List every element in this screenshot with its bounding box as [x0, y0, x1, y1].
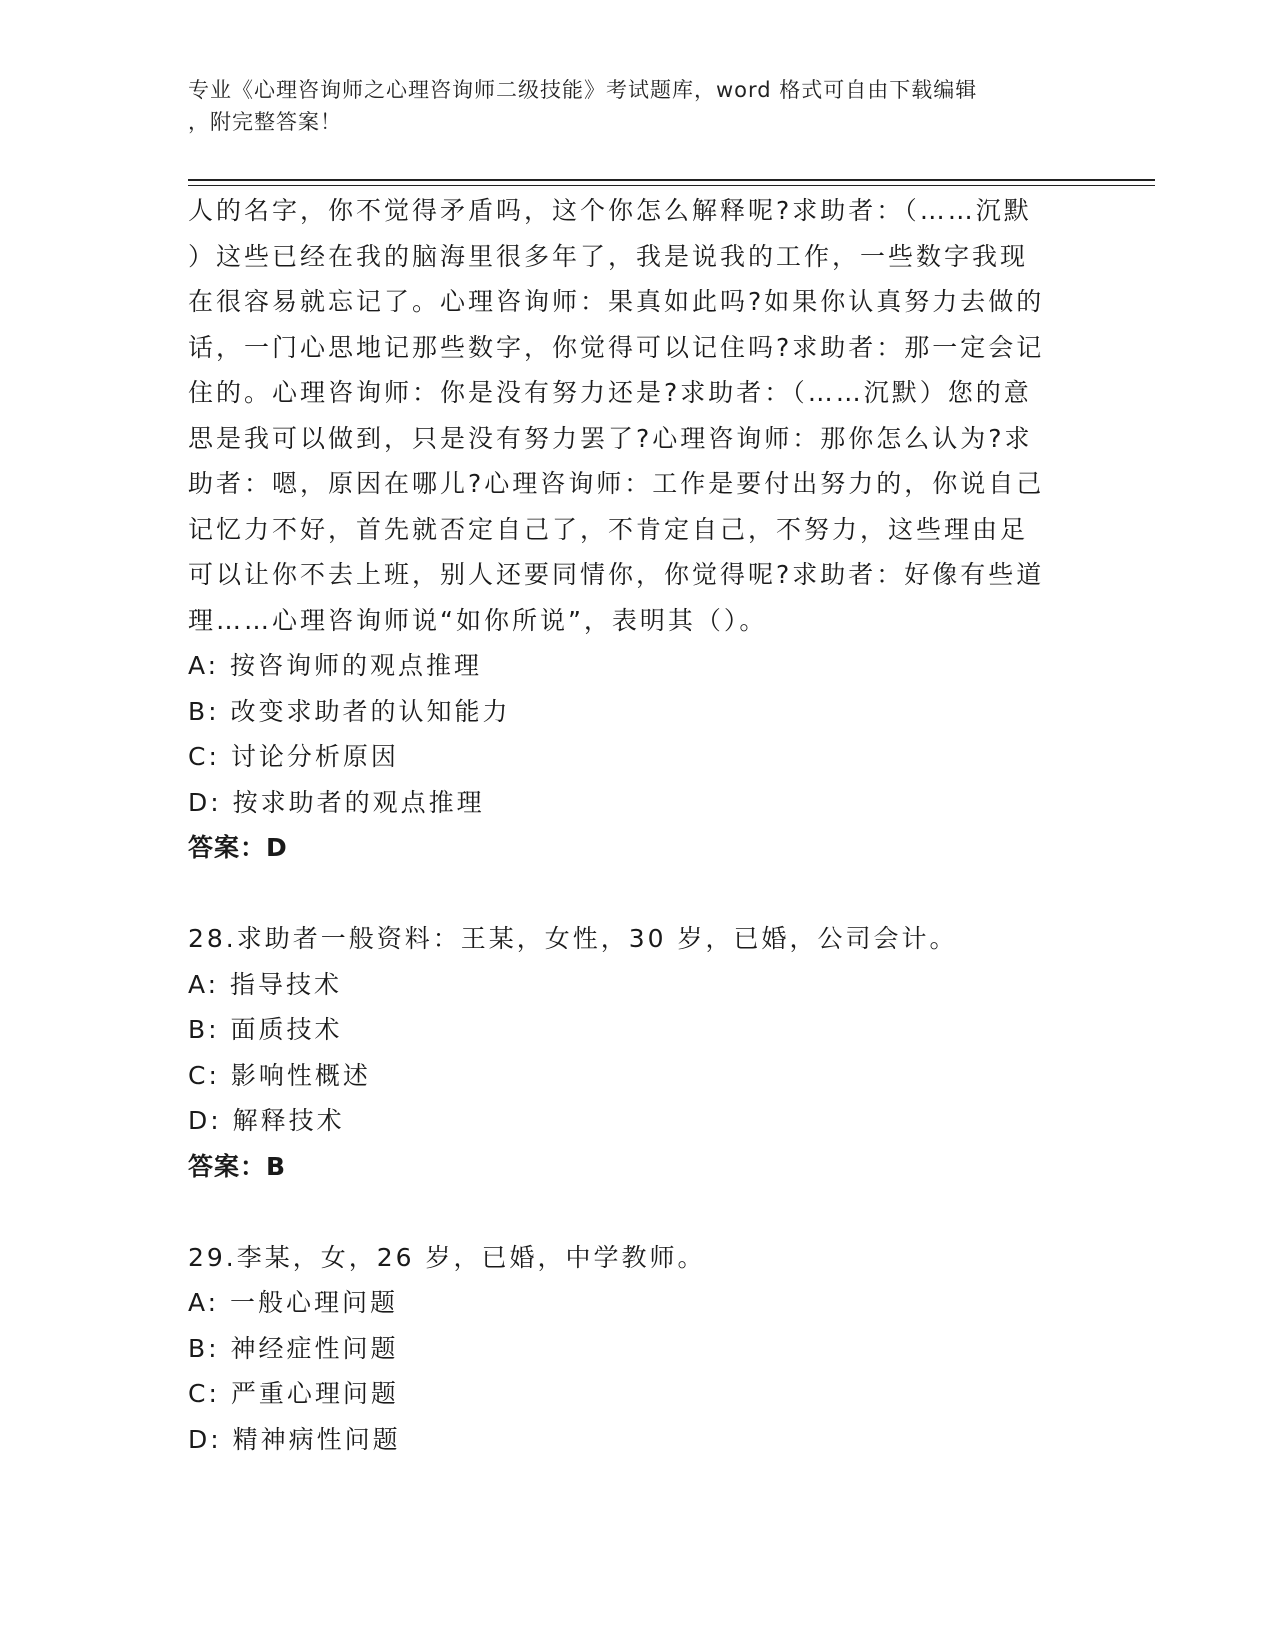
- question-27-option-a: A: 按咨询师的观点推理: [188, 651, 483, 680]
- question-28-stem: 28.求助者一般资料：王某，女性，30 岁，已婚，公司会计。: [188, 924, 958, 953]
- spacer: [188, 871, 1088, 917]
- header-rule-thick: [188, 179, 1155, 181]
- question-28-option-d: D: 解释技术: [188, 1106, 345, 1135]
- question-29-stem: 29.李某，女，26 岁，已婚，中学教师。: [188, 1242, 706, 1272]
- header-line-2: ，附完整答案！: [188, 110, 342, 134]
- question-27-stem-line: 助者：嗯，原因在哪儿?心理咨询师：工作是要付出努力的，你说自己: [188, 469, 1045, 498]
- question-29: [188, 1235, 1088, 1463]
- question-27-stem-line: 住的。心理咨询师：你是没有努力还是?求助者：（……沉默）您的意: [188, 378, 1032, 407]
- question-27-stem-line: 思是我可以做到，只是没有努力罢了?心理咨询师：那你怎么认为?求: [188, 423, 1033, 453]
- question-28: [188, 916, 1088, 1189]
- question-28-option-a: A: 指导技术: [188, 969, 343, 999]
- question-28-option-b: B: 面质技术: [188, 1015, 343, 1044]
- question-29-option-a: A: 一般心理问题: [188, 1288, 399, 1317]
- question-28-option-c: C: 影响性概述: [188, 1060, 371, 1090]
- question-28-answer: 答案：B: [188, 1151, 287, 1181]
- question-27-answer: 答案：D: [188, 833, 288, 862]
- header-line-1: 专业《心理咨询师之心理咨询师二级技能》考试题库，word 格式可自由下载编辑: [188, 78, 978, 102]
- question-27-option-d: D: 按求助者的观点推理: [188, 787, 485, 817]
- question-27-stem-line: ）这些已经在我的脑海里很多年了，我是说我的工作，一些数字我现: [188, 241, 1029, 271]
- question-27-stem-line: 话，一门心思地记那些数字，你觉得可以记住吗?求助者：那一定会记: [188, 332, 1045, 362]
- question-27-option-b: B: 改变求助者的认知能力: [188, 696, 511, 726]
- question-27-stem-line: 在很容易就忘记了。心理咨询师：果真如此吗?如果你认真努力去做的: [188, 287, 1045, 316]
- question-27-stem-line: 理……心理咨询师说“如你所说”，表明其（）。: [188, 605, 768, 635]
- question-content: [188, 188, 1088, 1462]
- question-27-stem-line: 可以让你不去上班，别人还要同情你，你觉得呢?求助者：好像有些道: [188, 560, 1045, 589]
- spacer: [188, 1189, 1088, 1235]
- question-27-stem-line: 记忆力不好，首先就否定自己了，不肯定自己，不努力，这些理由足: [188, 514, 1029, 544]
- question-29-option-b: B: 神经症性问题: [188, 1333, 399, 1363]
- question-27: [188, 188, 1088, 871]
- question-27-stem-line: 人的名字，你不觉得矛盾吗，这个你怎么解释呢?求助者：（……沉默: [188, 196, 1032, 225]
- question-29-option-d: D: 精神病性问题: [188, 1424, 401, 1454]
- question-27-option-c: C: 讨论分析原因: [188, 742, 399, 771]
- question-29-option-c: C: 严重心理问题: [188, 1379, 399, 1408]
- document-header: [188, 74, 1068, 138]
- header-rule-thin: [188, 185, 1155, 186]
